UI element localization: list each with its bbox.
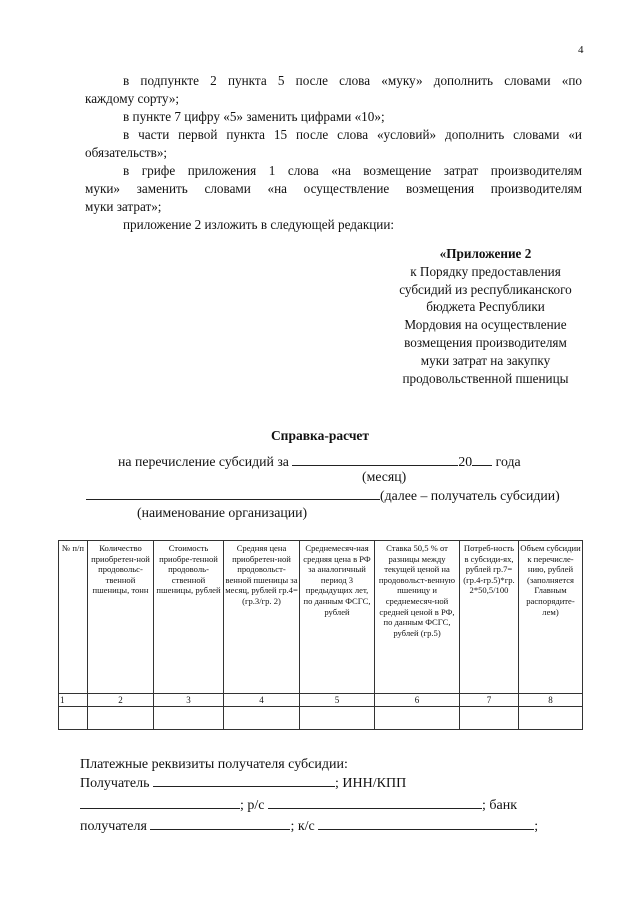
amendment-line-2: каждому сорту»; <box>85 91 180 106</box>
column-number: 7 <box>460 694 519 707</box>
appendix-line: Мордовия на осуществление <box>404 317 567 333</box>
requisites-line-1 <box>80 773 406 793</box>
line-end: ; <box>534 819 539 834</box>
bank-recipient-label: получателя <box>80 819 147 834</box>
bank-blank[interactable] <box>150 816 290 830</box>
inn-label: ; ИНН/КПП <box>335 776 407 791</box>
appendix-line: продовольственной пшеницы <box>402 370 569 386</box>
table-cell[interactable] <box>154 707 224 730</box>
amendment-line-9: приложение 2 изложить в следующей редакции: <box>123 217 395 232</box>
column-number: 3 <box>154 694 224 707</box>
inn-blank[interactable] <box>80 795 240 809</box>
column-header: Потреб-ность в субсиди-ях, рублей гр.7=(гр.4-гр.5)*гр. 2*50,5/100 <box>460 541 519 694</box>
column-header: Объем субсидии к перечисле-нию, рублей (заполняется Главным распорядите-лем) <box>519 541 583 694</box>
column-number: 1 <box>59 694 88 707</box>
amendment-line-1: в подпункте 2 пункта 5 после слова «муку» дополнить словами «по <box>123 73 582 88</box>
appendix-title: «Приложение 2 <box>439 246 532 261</box>
ks-blank[interactable] <box>318 816 534 830</box>
ks-label: ; к/с <box>290 819 315 834</box>
appendix-line: субсидий из республиканского <box>399 281 572 297</box>
rs-label: ; р/с <box>240 798 265 813</box>
organization-blank[interactable] <box>86 486 380 500</box>
month-blank[interactable] <box>292 452 458 466</box>
amendment-line-3: в пункте 7 цифру «5» заменить цифрами «10»; <box>123 109 385 124</box>
appendix-line: возмещения производителям <box>404 334 567 350</box>
requisites-line-2 <box>80 795 517 815</box>
year-prefix: 20 <box>458 454 473 469</box>
amendment-line-5: обязательств»; <box>85 145 168 160</box>
recipient-label: Получатель <box>80 776 150 791</box>
page-number: 4 <box>578 44 584 56</box>
column-number: 2 <box>88 694 154 707</box>
table-number-row <box>59 694 583 707</box>
year-suffix: года <box>495 454 521 469</box>
column-header: Ставка 50,5 % от разницы между текущей ценой на продовольст-венную пшеницу и среднемесяч-ной средней ценой в РФ, по данным ФСГС, рублей (гр.5) <box>375 541 460 694</box>
bank-label: ; банк <box>482 798 518 813</box>
appendix-line: муки затрат на закупку <box>420 352 551 368</box>
form-title: Справка-расчет <box>270 428 370 443</box>
table-cell[interactable] <box>224 707 300 730</box>
recipient-line <box>86 486 560 505</box>
amendment-line-8: муки затрат»; <box>85 199 162 214</box>
table-cell[interactable] <box>59 707 88 730</box>
requisites-title: Платежные реквизиты получателя субсидии: <box>80 757 348 772</box>
table-cell[interactable] <box>88 707 154 730</box>
amendment-line-7: муки» заменить словами «на осуществление возмещения производителям <box>85 181 582 196</box>
rs-blank[interactable] <box>268 795 482 809</box>
column-number: 5 <box>300 694 375 707</box>
appendix-block <box>388 245 583 387</box>
form-period-line <box>118 452 521 471</box>
table-cell[interactable] <box>300 707 375 730</box>
column-number: 4 <box>224 694 300 707</box>
appendix-line: к Порядку предоставления <box>410 263 561 279</box>
column-header: Количество приобретен-ной продовольс-твенной пшеницы, тонн <box>88 541 154 694</box>
organization-hint: (наименование организации) <box>137 505 308 520</box>
table-header-row <box>59 541 583 694</box>
amendment-line-6: в грифе приложения 1 слова «на возмещение затрат производителям <box>123 163 582 178</box>
calculation-table <box>58 540 583 730</box>
table-cell[interactable] <box>460 707 519 730</box>
appendix-line: бюджета Республики <box>426 299 545 315</box>
table-row <box>59 707 583 730</box>
column-header: Среднемесяч-ная средняя цена в РФ за аналогичный период 3 предыдущих лет, по данным ФСГС, рублей <box>300 541 375 694</box>
column-header: Средняя цена приобретен-ной продовольст-венной пшеницы за месяц, рублей гр.4=(гр.3/гр. 2) <box>224 541 300 694</box>
column-header: Стоимость приобре-тенной продоволь-ственной пшеницы, рублей <box>154 541 224 694</box>
year-blank[interactable] <box>472 452 492 466</box>
recipient-blank[interactable] <box>153 773 335 787</box>
month-hint: (месяц) <box>362 469 407 484</box>
period-prefix: на перечисление субсидий за <box>118 454 289 469</box>
requisites-line-3 <box>80 816 538 836</box>
amendment-line-4: в части первой пункта 15 после слова «условий» дополнить словами «и <box>123 127 582 142</box>
table-cell[interactable] <box>375 707 460 730</box>
column-number: 6 <box>375 694 460 707</box>
table-cell[interactable] <box>519 707 583 730</box>
column-number: 8 <box>519 694 583 707</box>
column-header: № п/п <box>59 541 88 694</box>
recipient-suffix: (далее – получатель субсидии) <box>380 488 560 503</box>
